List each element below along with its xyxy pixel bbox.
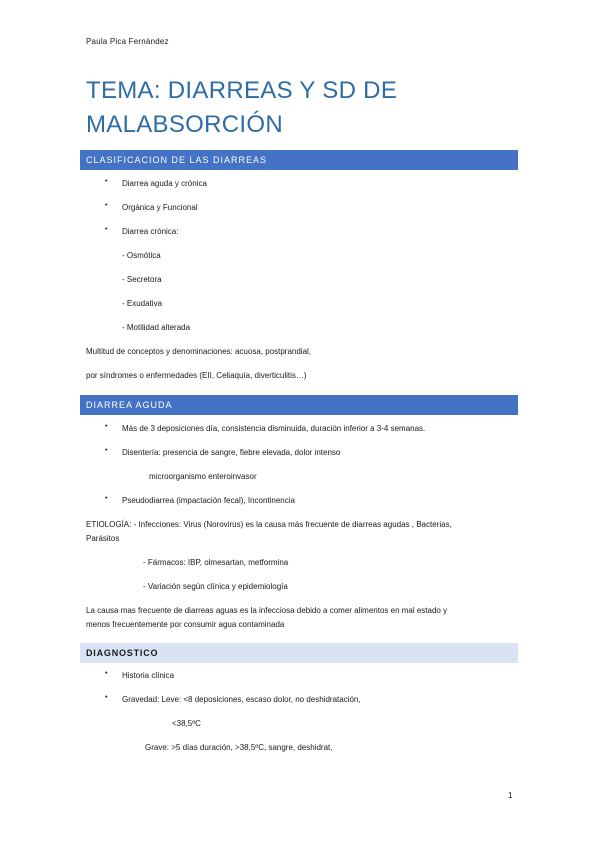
page-title: TEMA: DIARREAS Y SD DE MALABSORCIÓN [86, 77, 398, 138]
list-item: • Más de 3 deposiciones día, consistencia disminuida, duración inferior a 3-4 semanas. [122, 424, 425, 433]
paragraph: La causa mas frecuente de diarreas aguas es la infecciosa debido a comer alimentos en mal estado y [86, 606, 448, 615]
sub-list-item: - Osmótica [122, 251, 161, 260]
sub-list-item: - Exudativa [122, 299, 163, 308]
list-item-continuation: microorganismo enteroinvasor [149, 472, 257, 481]
sub-list-item: - Secretora [122, 275, 162, 284]
page-number: 1 [508, 791, 513, 800]
sub-list-item: - Motilidad alterada [122, 323, 191, 332]
list-item: • Gravedad: Leve: <8 deposiciones, escaso dolor, no deshidratación, [122, 695, 361, 704]
etiology-line: Parásitos [86, 534, 120, 543]
section-heading-diagnostico: DIAGNOSTICO [80, 643, 518, 663]
list-item: • Diarrea aguda y crónica [122, 179, 207, 188]
etiology-line: ETIOLOGÍA: - Infecciones: Virus (Norovirus) es la causa más frecuente de diarreas agudas , Bacterias, [86, 520, 452, 529]
paragraph: Multitud de conceptos y denominaciones: acuosa, postprandial, [86, 347, 312, 356]
etiology-item: - Variación según clínica y epidemiología [143, 582, 288, 591]
list-item: • Historia clínica [122, 671, 174, 680]
list-item: • Pseudodiarrea (impactación fecal), Incontinencia [122, 496, 295, 505]
paragraph: menos frecuentemente por consumir agua contaminada [86, 620, 285, 629]
list-item: • Diarrea crónica: [122, 227, 178, 236]
severity-grave: Grave: >5 días duración, >38,5ºC, sangre, deshidrat, [145, 743, 333, 752]
list-item: • Disentería: presencia de sangre, fiebre elevada, dolor intenso [122, 448, 340, 457]
etiology-item: - Fármacos: IBP, olmesartan, metformina [143, 558, 289, 567]
section-heading-clasificacion: CLASIFICACION DE LAS DIARREAS [80, 150, 518, 170]
list-item: • Orgánica y Funcional [122, 203, 198, 212]
paragraph: por síndromes o enfermedades (EII, Celiaquía, diverticulitis…) [86, 371, 307, 380]
author-header: Paula Pica Fernández [86, 37, 169, 46]
section-heading-diarrea-aguda: DIARREA AGUDA [80, 395, 518, 415]
temperature-note: <38,5ºC [172, 719, 201, 728]
